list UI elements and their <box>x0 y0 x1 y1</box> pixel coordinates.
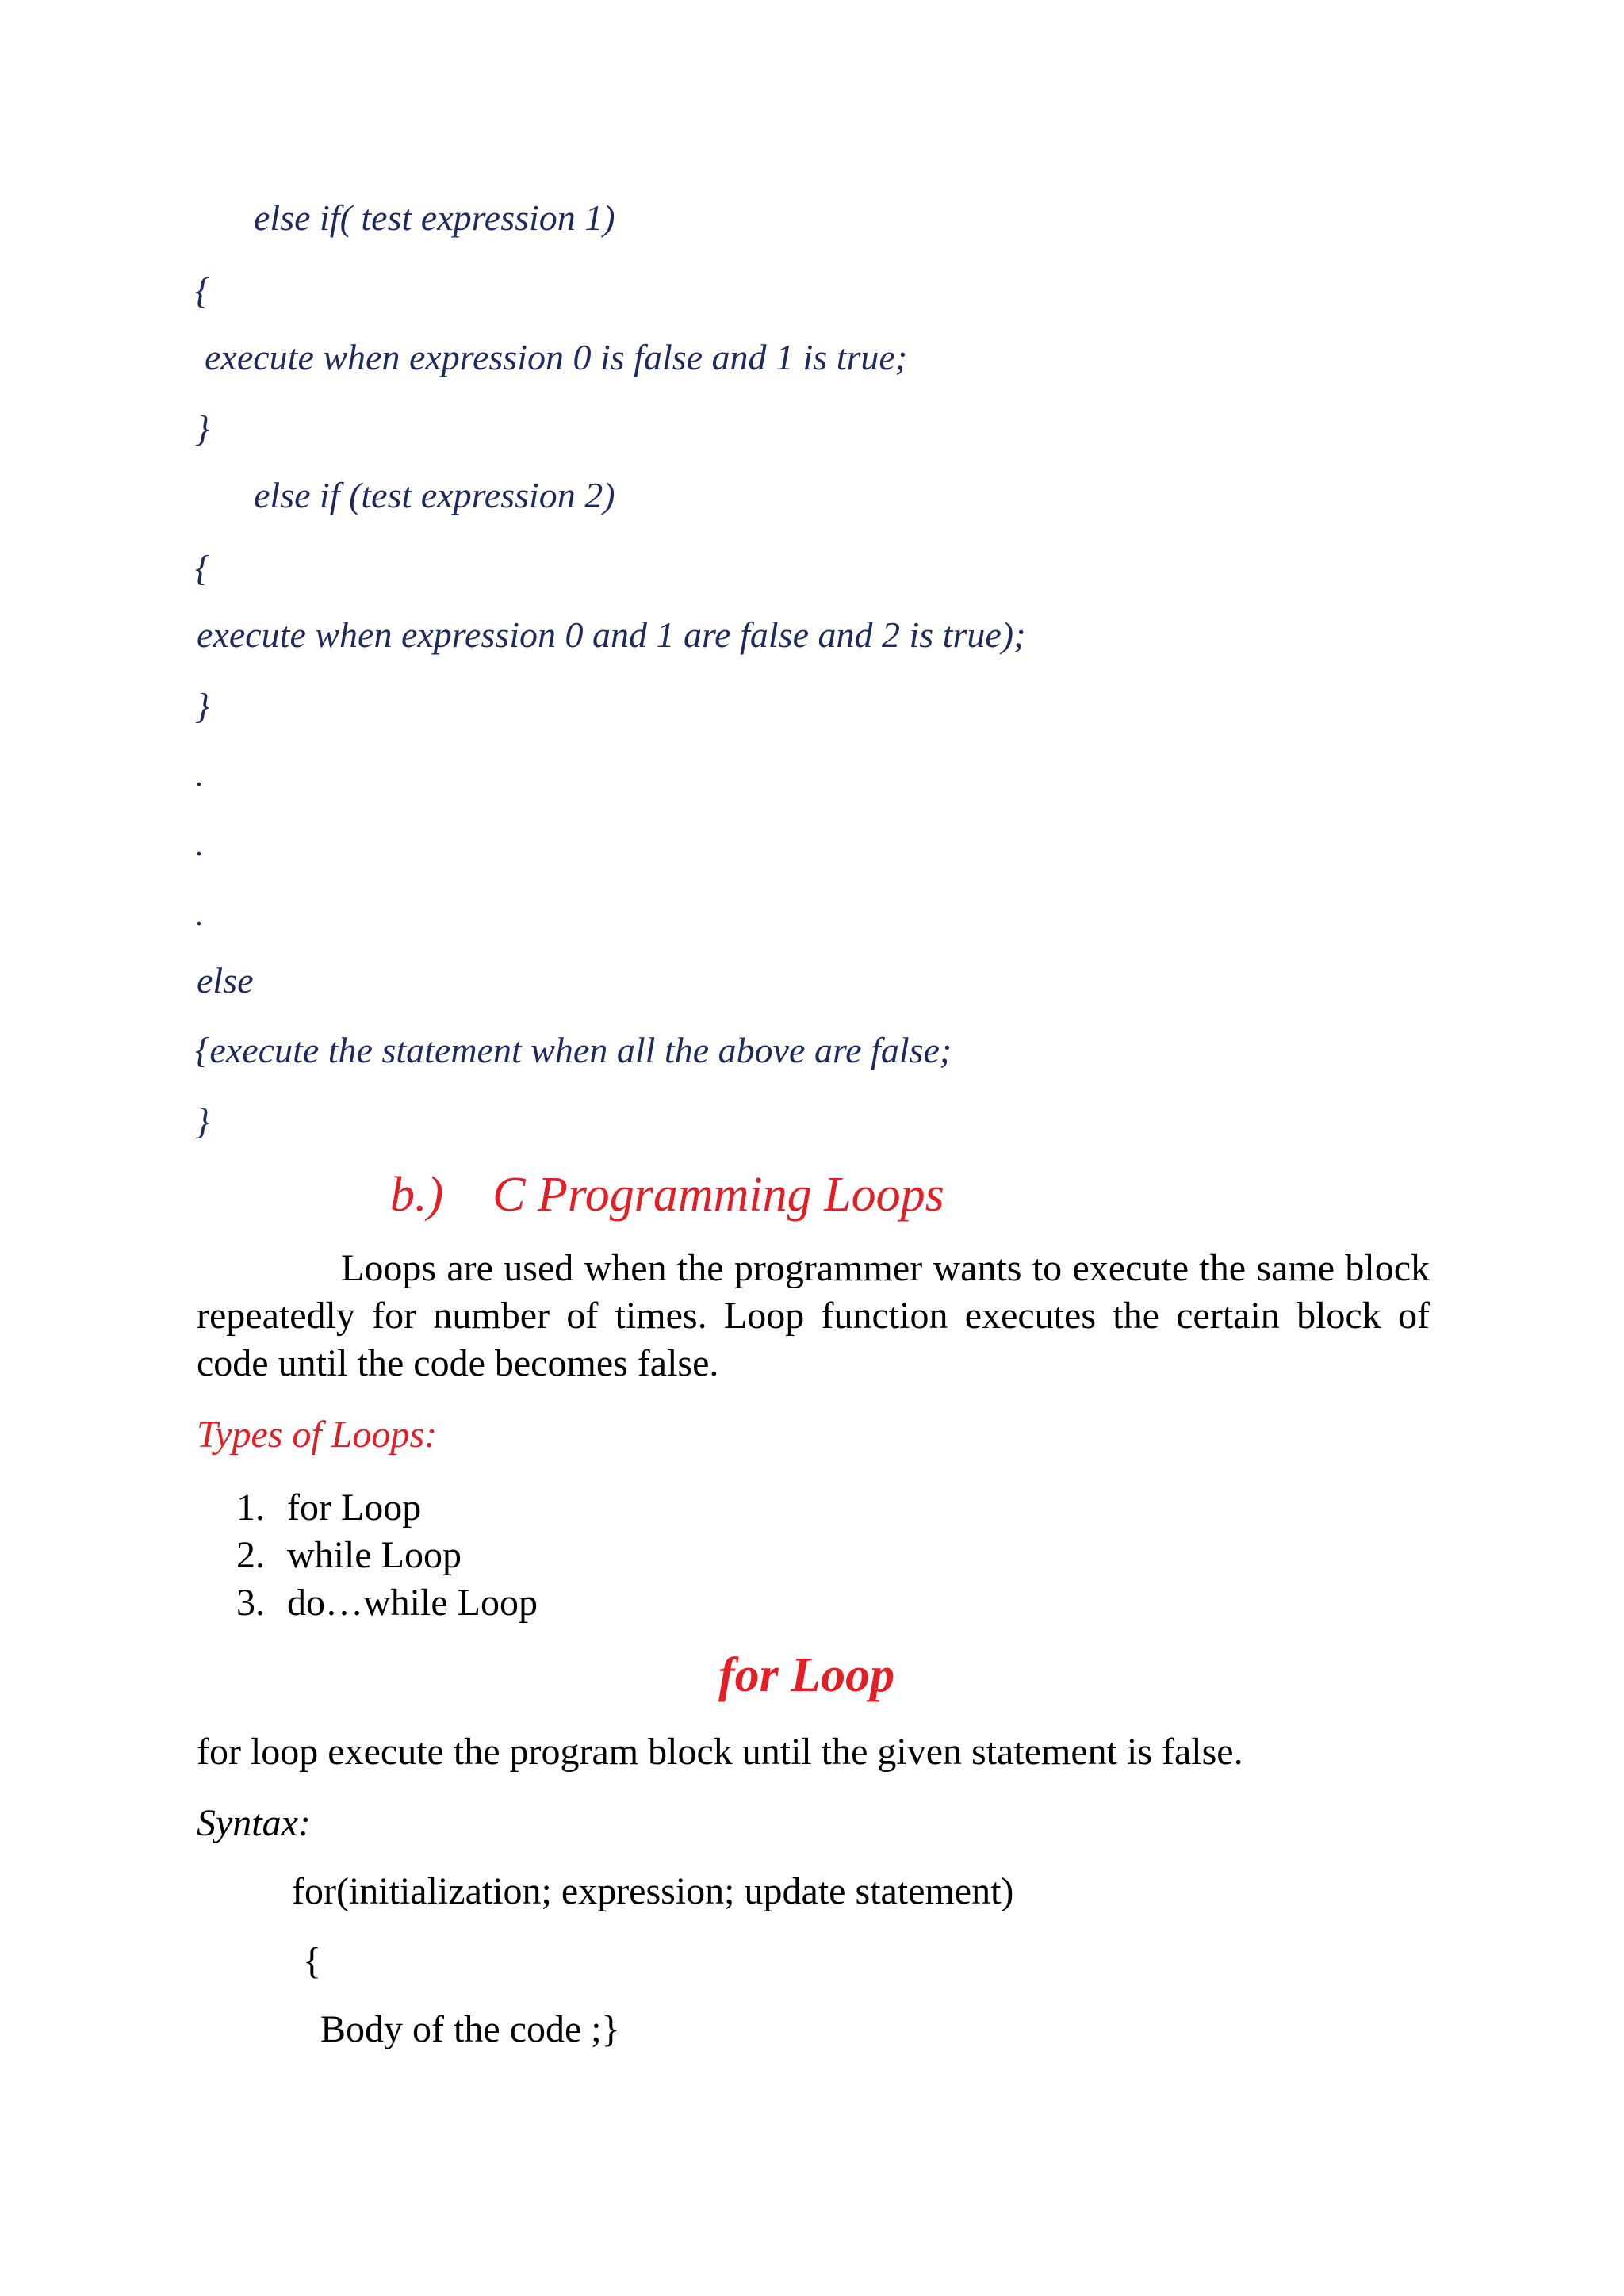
list-item-label: while Loop <box>287 1534 462 1576</box>
syntax-line-open-brace: { <box>303 1940 322 1982</box>
loop-types-list <box>236 1484 538 1627</box>
list-item <box>236 1579 538 1627</box>
code-line-close-brace-3: } <box>195 1101 210 1142</box>
syntax-label: Syntax: <box>197 1802 311 1844</box>
loops-intro-paragraph: Loops are used when the programmer wants to execute the same block repeatedly for number of times. Loop function executes the certain block of code until the code becomes false. <box>197 1247 1430 1384</box>
code-line-else-if-2: else if (test expression 2) <box>254 475 615 515</box>
section-number: b.) <box>390 1168 444 1222</box>
list-item <box>236 1532 538 1579</box>
ellipsis-dot-2: . <box>195 827 203 863</box>
code-line-close-brace-1: } <box>195 408 210 449</box>
types-of-loops-title: Types of Loops: <box>197 1414 438 1456</box>
code-line-else: else <box>197 960 254 1001</box>
list-item-number: 2. <box>236 1534 265 1576</box>
syntax-line-for: for(initialization; expression; update statement) <box>292 1870 1014 1912</box>
for-loop-description: for loop execute the program block until the given statement is false. <box>197 1731 1243 1773</box>
list-item-number: 3. <box>236 1582 265 1624</box>
code-line-execute-1: execute when expression 0 is false and 1 is true; <box>205 337 908 377</box>
for-loop-heading: for Loop <box>718 1648 895 1702</box>
code-line-open-brace-1: { <box>195 270 210 311</box>
syntax-line-body: Body of the code ;} <box>320 2008 620 2050</box>
code-line-close-brace-2: } <box>195 686 210 726</box>
section-heading-loops <box>390 1168 944 1222</box>
list-item-label: do…while Loop <box>287 1582 538 1624</box>
list-item <box>236 1484 538 1532</box>
code-line-execute-else: {execute the statement when all the above are false; <box>195 1030 952 1070</box>
list-item-label: for Loop <box>287 1487 422 1529</box>
section-title: C Programming Loops <box>492 1168 944 1222</box>
code-line-else-if-1: else if( test expression 1) <box>254 197 615 238</box>
list-item-number: 1. <box>236 1487 265 1529</box>
ellipsis-dot-3: . <box>195 897 203 932</box>
code-line-execute-2: execute when expression 0 and 1 are false and 2 is true); <box>197 614 1026 655</box>
code-line-open-brace-2: { <box>195 548 210 588</box>
ellipsis-dot-1: . <box>195 757 203 793</box>
